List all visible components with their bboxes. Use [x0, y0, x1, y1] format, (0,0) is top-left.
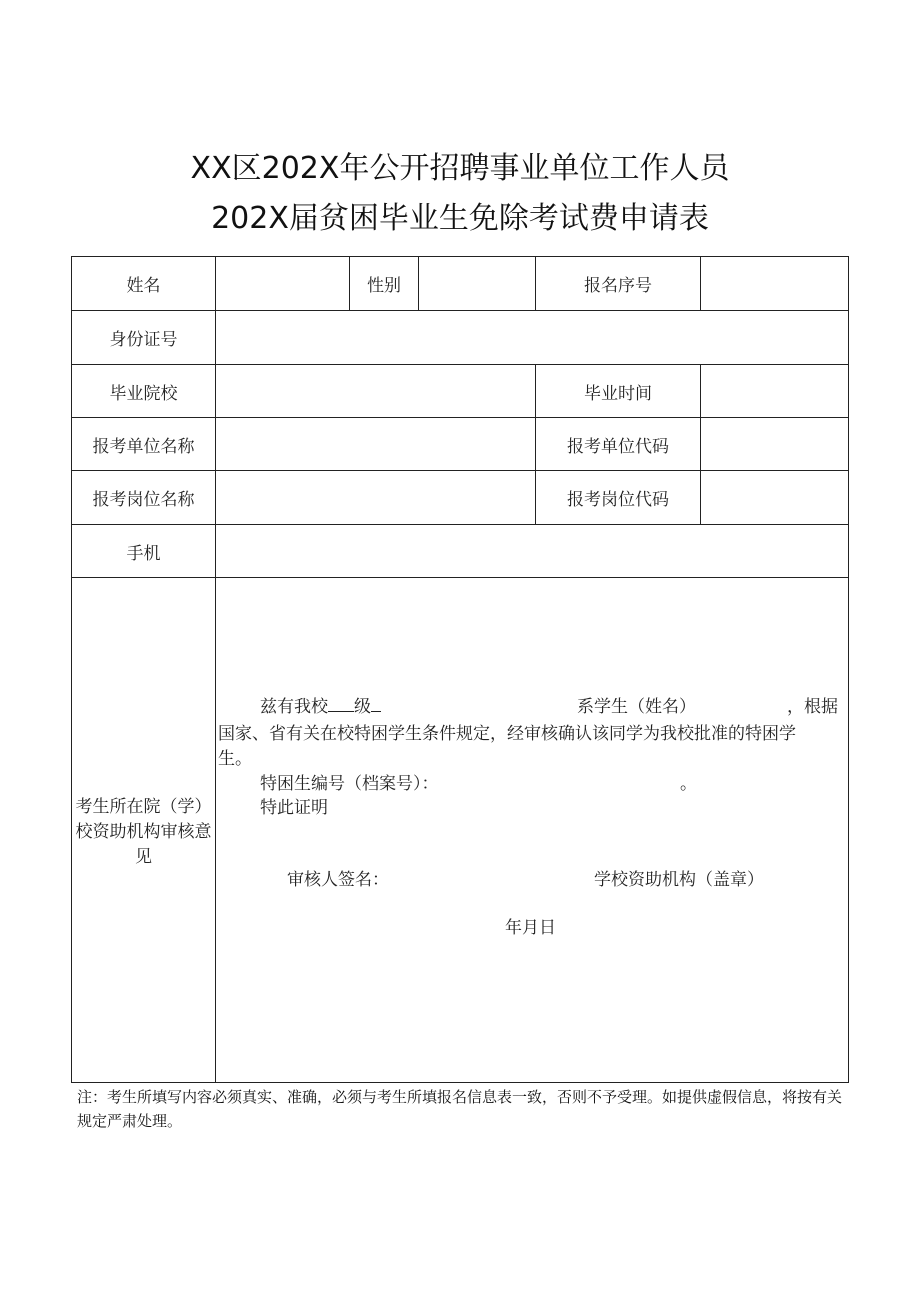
post-code-field[interactable]: [701, 471, 848, 524]
opinion-line-2: 国家、省有关在校特困学生条件规定，经审核确认该同学为我校批准的特困学: [218, 724, 796, 744]
opinion-intro: [260, 692, 381, 717]
opinion-line-3: 生。: [218, 749, 252, 769]
reviewer-signature-label: 审核人签名：: [287, 870, 389, 890]
unit-name-field[interactable]: [216, 418, 535, 470]
according-text: ，根据: [787, 697, 838, 717]
name-field[interactable]: [216, 257, 349, 310]
student-name-text: 系学生（姓名）: [577, 697, 696, 717]
grade-text: 级: [354, 697, 371, 717]
archive-number-end: 。: [680, 774, 697, 794]
opinion-intro-prefix: 兹有我校: [260, 697, 328, 717]
school-aid-seal-label: 学校资助机构（盖章）: [594, 870, 764, 890]
phone-field[interactable]: [216, 525, 848, 577]
post-name-label: 报考岗位名称: [92, 490, 195, 510]
unit-name-label: 报考单位名称: [92, 436, 195, 457]
footnote: 注：考生所填写内容必须真实、准确，必须与考生所填报名信息表一致，否则不予受理。如提供虚假信息，将按有关规定严肃处理。: [77, 1088, 843, 1130]
unit-code-label: 报考单位代码: [567, 436, 669, 457]
grade-blank[interactable]: [328, 693, 354, 712]
graduation-school-field[interactable]: [216, 365, 535, 417]
certify-text: 特此证明: [260, 798, 328, 818]
opinion-label: 考生所在院（学）校资助机构审核意见: [75, 797, 212, 867]
id-number-label: 身份证号: [109, 330, 178, 350]
registration-number-label: 报名序号: [584, 276, 652, 296]
name-label: 姓名: [126, 276, 161, 296]
registration-number-field[interactable]: [701, 257, 848, 310]
graduation-school-label: 毕业院校: [109, 383, 178, 404]
post-name-field[interactable]: [216, 471, 535, 524]
gender-label: 性别: [367, 276, 401, 296]
id-number-field[interactable]: [216, 311, 848, 364]
dept-blank[interactable]: [371, 693, 381, 712]
phone-label: 手机: [126, 543, 161, 564]
date-label: 年月日: [505, 918, 556, 938]
document-title-line2: 202X届贫困毕业生免除考试费申请表: [211, 201, 709, 236]
post-code-label: 报考岗位代码: [567, 490, 669, 510]
document-title-line1: XX区202X年公开招聘事业单位工作人员: [190, 151, 730, 186]
graduation-time-label: 毕业时间: [584, 383, 652, 404]
graduation-time-field[interactable]: [701, 365, 848, 417]
gender-field[interactable]: [419, 257, 535, 310]
row-divider: [71, 577, 849, 578]
unit-code-field[interactable]: [701, 418, 848, 470]
archive-number-label: 特困生编号（档案号）：: [260, 774, 439, 794]
